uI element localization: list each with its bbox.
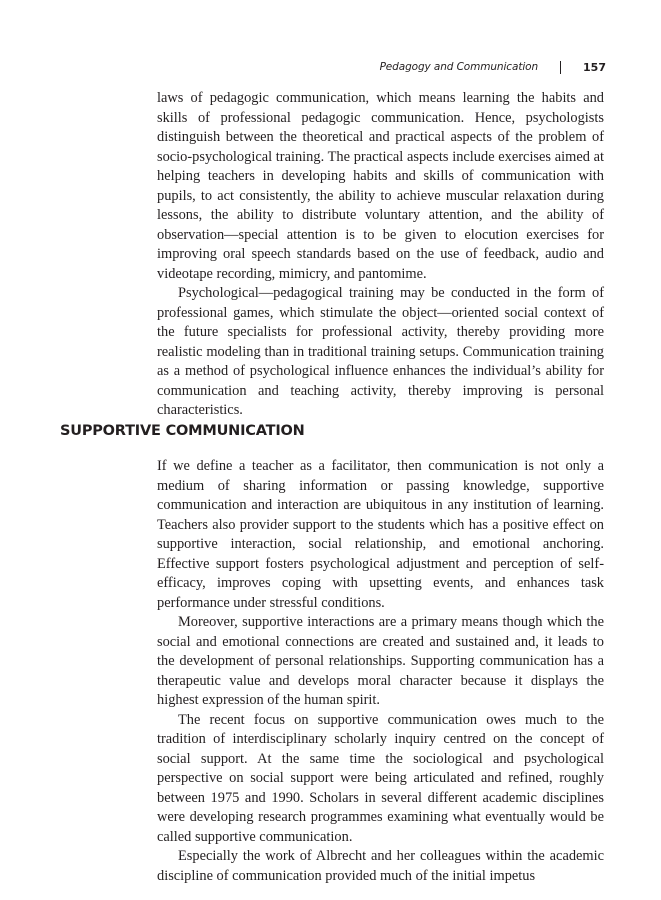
running-head bbox=[380, 58, 606, 76]
running-head-title: Pedagogy and Communication bbox=[379, 61, 539, 73]
paragraph: laws of pedagogic communication, which means learning the habits and skills of professional pedagogic communication. Hence, psychologists distinguish between the theoretical and practical aspects of the problem of socio-psychological training. The practical aspects include exercises aimed at helping teachers in developing habits and skills of communication with pupils, to act consistently, the ability to achieve muscular relaxation during lessons, the ability to distribute voluntary attention, and the ability of observation—special attention is to be given to elocution exercises for improving oral speech standards based on the use of feedback, audio and videotape recording, mimicry, and pantomime. bbox=[157, 90, 604, 282]
paragraph: Moreover, supportive interactions are a primary means though which the social and emotional connections are created and sustained and, it leads to the development of personal relationships. Supporting communication has a therapeutic value and develops moral character because it displays the highest expression of the human spirit. bbox=[157, 614, 604, 708]
paragraph: The recent focus on supportive communication owes much to the tradition of interdisciplinary scholarly inquiry centred on the concept of social support. At the same time the sociological and psychological perspective on social support were being articulated and refined, roughly between 1975 and 1990. Scholars in several different academic disciplines were developing research programmes examining what eventually would be called supportive communication. bbox=[157, 711, 604, 845]
section-heading: SUPPORTIVE COMMUNICATION bbox=[60, 423, 305, 439]
paragraph: Especially the work of Albrecht and her colleagues within the academic discipline of communication provided much of the initial impetus bbox=[157, 848, 604, 884]
continued-text-block bbox=[157, 89, 604, 421]
paragraph: If we define a teacher as a facilitator, then communication is not only a medium of sharing information or passing knowledge, supportive communication and interaction are ubiquitous in any institution of learning. Teachers also provider support to the students which has a positive effect on supportive interaction, social relationship, and emotional anchoring. Effective support fosters psychological adjustment and perception of self-efficacy, improves coping with upsetting events, and enhances task performance under stressful conditions. bbox=[157, 458, 604, 611]
section-text-block bbox=[157, 457, 604, 886]
page-number: 157 bbox=[583, 60, 606, 74]
running-head-divider bbox=[560, 61, 561, 74]
paragraph: Psychological—pedagogical training may be conducted in the form of professional games, which stimulate the object—oriented social context of the future specialists for professional activity, thereby providing more realistic modeling than in traditional training setups. Communication training as a method of psychological influence enhances the individual’s ability for communication and teaching activity, thereby improving is personal characteristics. bbox=[157, 285, 604, 418]
